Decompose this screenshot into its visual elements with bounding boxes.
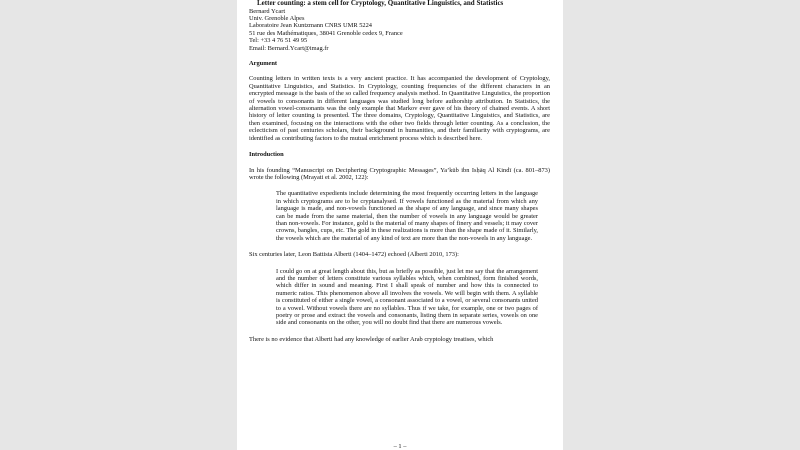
affiliation-phone: Tel: +33 4 76 51 49 95 [249,37,308,45]
page-content [249,0,550,343]
affiliation-address: 51 rue des Mathématiques, 38041 Grenoble cedex 9, France [249,29,403,37]
document-page [237,0,563,450]
affiliation-laboratory: Laboratoire Jean Kuntzmann CNRS UMR 5224 [249,22,373,30]
argument-paragraph: Counting letters in written texts is a very ancient practice. It has accompanied the development of Cryptology, Quantitative Linguistics, and Statistics. In Cryptology, counting frequencies of the different characters in an encrypted message is the basis of the so called frequency analysis method. In Quantitative Linguistics, the proportion of vowels to consonants in different languages was studied long before authorship attribution. In Statistics, the alternation vowel-consonants was the only example that Markov ever gave of his theory of chained events. A short history of letter counting is presented. The three domains, Cryptology, Quantitative Linguistics, and Statistics, are then examined, focusing on the interactions with the other two fields through letter counting. As a conclusion, the eclecticism of past centuries scholars, their background in humanities, and their familiarity with cryptograms, are identified as contributing factors to the mutual enrichment process which is described here. [249,75,550,142]
introduction-heading: Introduction [249,151,284,159]
argument-heading: Argument [249,60,278,68]
affiliation-email: Email: Bernard.Ycart@imag.fr [249,44,329,52]
page-number: – 1 – [393,443,407,450]
alberti-intro-paragraph: Six centuries later, Leon Battista Alberti (1404–1472) echoed (Alberti 2010, 173): [249,251,459,259]
author-name: Bernard Ycart [249,7,286,15]
paper-title: Letter counting: a stem cell for Cryptology, Quantitative Linguistics, and Statistics [257,0,504,7]
author-block [249,8,550,52]
introduction-paragraph: In his founding “Manuscript on Deciphering Cryptographic Messages”, Ya’kūb ibn Isḥāq Al Kindī (ca. 801–873) wrote the following (Mrayati et al. 2002, 122): [249,166,550,181]
closing-paragraph: There is no evidence that Alberti had any knowledge of earlier Arab cryptology treatises, which [249,335,494,343]
affiliation-university: Univ. Grenoble Alpes [249,15,305,22]
alberti-quote: I could go on at great length about this, but as briefly as possible, just let me say that the arrangement and the number of letters constitute various syllables which, when combined, form finished words, which differ in sound and meaning. First I shall speak of number and how this is connected to numeric ratios. This phenomenon above all involves the vowels. We will begin with them. A syllable is constituted of either a single vowel, a consonant associated to a vowel, or several consonants united to a vowel. Without vowels there are no syllables. Thus if we take, for example, one or two pages of poetry or prose and extract the vowels and consonants, listing them in separate series, vowels on one side and consonants on the other, you will no doubt find that there are numerous vowels. [276,267,538,327]
al-kindi-quote: The quantitative expedients include determining the most frequently occurring letters in the language in which cryptograms are to be cryptanalysed. If vowels functioned as the material from which any language is made, and non-vowels functioned as the shape of any language, and since many shapes can be made from the same material, then the number of vowels in any language would be greater than non-vowels. For instance, gold is the material of many shapes of finery and vessels; it may cover crowns, bangles, cups, etc. The gold in these realizations is more than the shape made of it. Similarly, the vowels which are the material of any kind of text are more than the non-vowels in any language. [276,190,538,242]
